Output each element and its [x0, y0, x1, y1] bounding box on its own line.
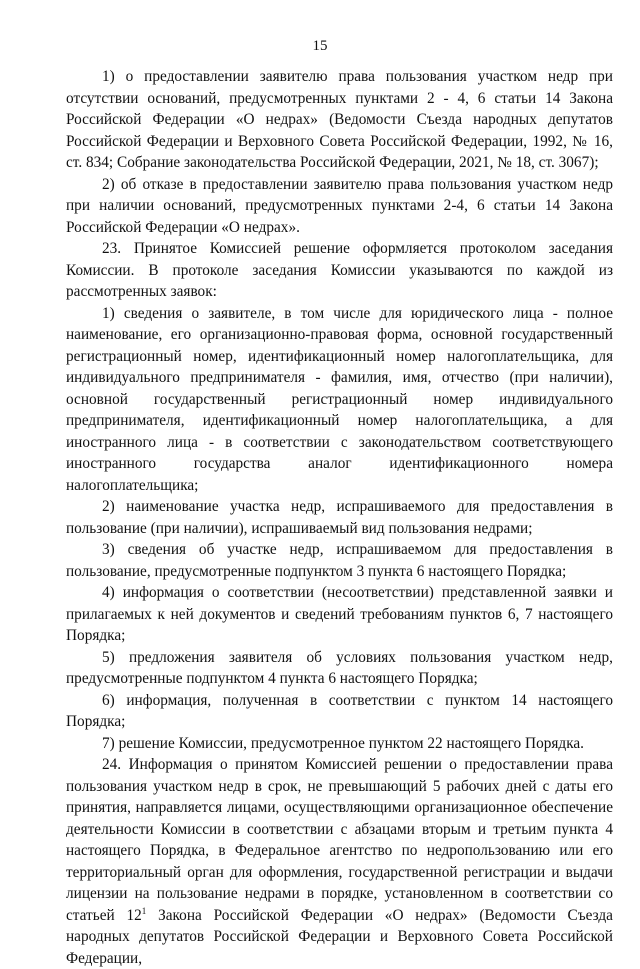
document-body [66, 66, 613, 969]
list-item [66, 582, 613, 647]
list-item [66, 733, 613, 755]
item-number: 5) [102, 648, 115, 666]
item-number: 7) [102, 734, 115, 752]
item-text: решение Комиссии, предусмотренное пунктом 22 настоящего Порядка. [118, 734, 585, 752]
item-text: предложения заявителя об условиях пользования участком недр, предусмотренные подпунктом 4 пункта 6 настоящего Порядка; [66, 648, 613, 687]
item-text: информация, полученная в соответствии с пунктом 14 настоящего Порядка; [66, 691, 614, 730]
list-item [66, 647, 613, 690]
clause-paragraph [66, 754, 613, 969]
list-item [66, 66, 613, 174]
item-number: 2) [102, 498, 115, 515]
clause-paragraph [66, 238, 613, 303]
clause-text: Принятое Комиссией решение оформляется протоколом заседания Комиссии. В протоколе заседания Комиссии указываются по каждой из рассмотренных заявок: [66, 240, 614, 300]
item-text: наименование участка недр, испрашиваемого для предоставления в пользование (при наличии), испрашиваемый вид пользования недрами; [66, 498, 613, 537]
item-text: информация о соответствии (несоответствии) представленной заявки и прилагаемых к ней документов и сведений требованиям пунктов 6, 7 настоящего Порядка; [66, 584, 613, 644]
list-item [66, 539, 613, 582]
clause-text: Информация о принятом Комиссией решении о предоставлении права пользования участком недр в срок, не превышающий 5 рабочих дней с даты его принятия, направляется лицами, осуществляющими организационное обеспечение деятельности Комиссии в соответствии с абзацами вторым и третьим пункта 4 настоящего Порядка, в Федеральное агентство по недропользованию или его территориальный орган для оформления, государственной регистрации и выдачи лицензии на пользование недрами в порядке, установленном в соответствии со статьей 12 [66, 756, 613, 924]
item-number: 3) [102, 541, 115, 558]
item-text: о предоставлении заявителю права пользования участком недр при отсутствии оснований, предусмотренных пунктами 2 - 4, 6 статьи 14 Закона Российской Федерации «О недрах» (Ведомости Съезда народных депутатов Российской Федерации и Верховного Совета Российской Федерации, 1992, № 16, ст. 834; Собрание законодательства Российской Федерации, 2021, № 18, ст. 3067); [66, 68, 613, 171]
superscript-number: 1 [141, 905, 147, 916]
item-text: сведения о заявителе, в том числе для юридического лица - полное наименование, его организационно-правовая форма, основной государственный регистрационный номер, идентификационный номер налогоплательщика, для индивидуального предпринимателя - фамилия, имя, отчество (при наличии), основной государственный регистрационный номер индивидуального предпринимателя, идентификационный номер налогоплательщика, а для иностранного лица - в соответствии с законодательством соответствующего иностранного государства аналог идентификационного номера налогоплательщика; [66, 304, 613, 494]
list-item [66, 303, 613, 497]
list-item [66, 174, 613, 239]
page-number: 15 [312, 38, 328, 54]
list-item [66, 496, 613, 539]
clause-number: 24. [102, 756, 122, 773]
item-text: об отказе в предоставлении заявителю права пользования участком недр при наличии оснований, предусмотренных пунктами 2-4, 6 статьи 14 Закона Российской Федерации «О недрах». [66, 175, 614, 236]
list-item [66, 690, 613, 733]
item-number: 1) [102, 68, 115, 85]
item-number: 4) [102, 584, 115, 601]
item-number: 1) [102, 304, 115, 322]
clause-text-continued: Закона Российской Федерации «О недрах» (Ведомости Съезда народных депутатов Российской Федерации и Верховного Совета Российской Федерации, [66, 906, 613, 967]
item-number: 2) [102, 175, 115, 193]
item-text: сведения об участке недр, испрашиваемом для предоставления в пользование, предусмотренные подпунктом 3 пункта 6 настоящего Порядка; [66, 541, 613, 580]
clause-number: 23. [102, 240, 122, 257]
item-number: 6) [102, 691, 115, 709]
